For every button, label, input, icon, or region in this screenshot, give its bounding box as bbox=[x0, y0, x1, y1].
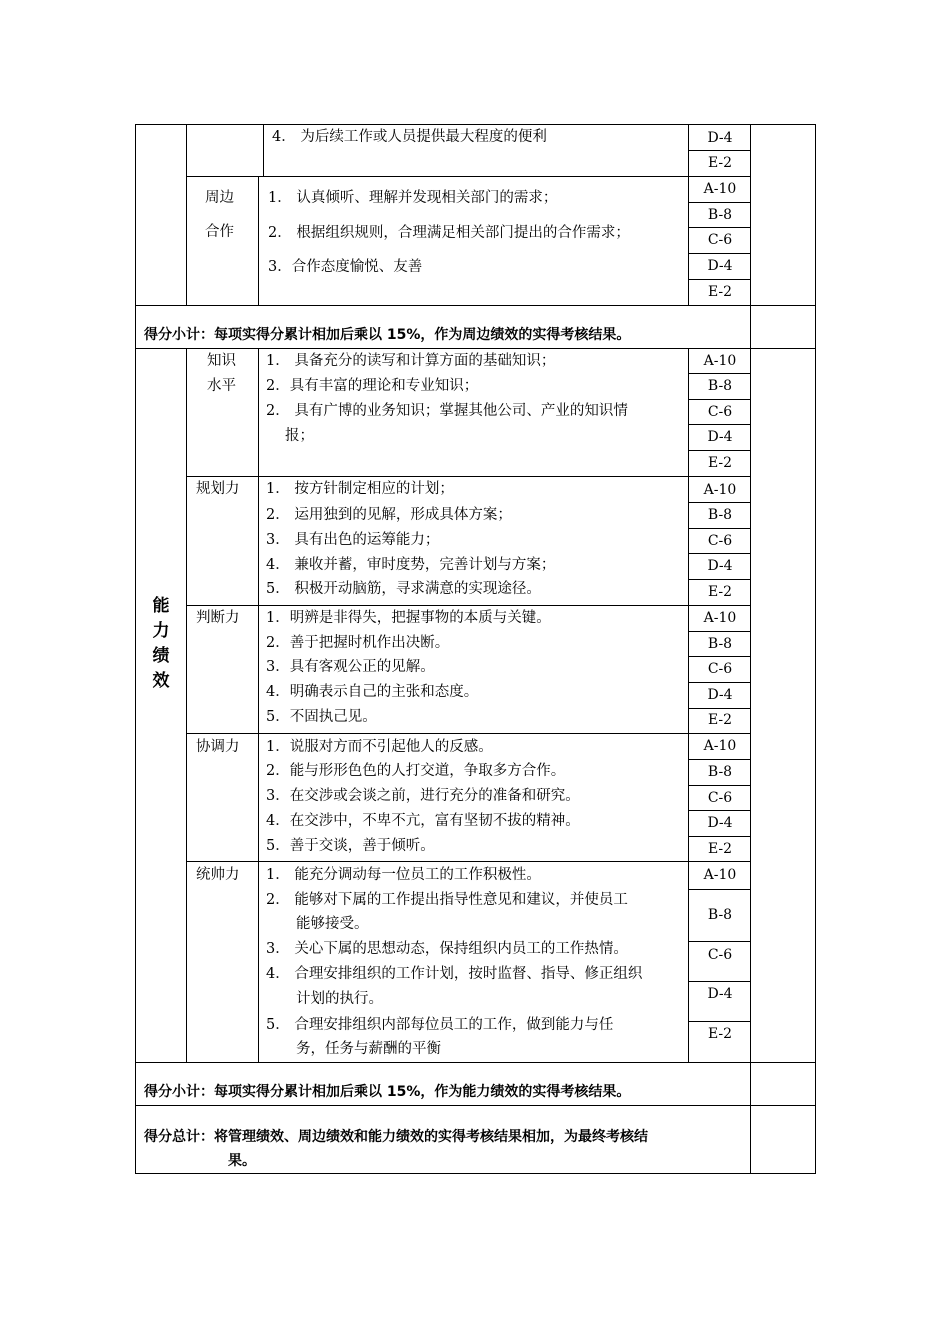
grade-line bbox=[688, 631, 751, 632]
row-line-coordination bbox=[186, 733, 751, 734]
grade-option[interactable]: B-8 bbox=[707, 636, 733, 652]
grade-line bbox=[688, 553, 751, 554]
table-border-top bbox=[135, 124, 816, 125]
grade-option[interactable]: A-10 bbox=[703, 610, 737, 626]
grade-line bbox=[688, 450, 751, 451]
knowledge-label-line1: 知识 bbox=[207, 353, 236, 369]
grade-line bbox=[688, 1021, 751, 1022]
planning-item: 3． 具有出色的运筹能力； bbox=[266, 532, 440, 548]
grade-option[interactable]: C-6 bbox=[707, 661, 733, 677]
grade-option[interactable]: C-6 bbox=[707, 790, 733, 806]
leadership-item: 计划的执行。 bbox=[296, 991, 383, 1007]
grade-line bbox=[688, 202, 751, 203]
grade-option[interactable]: E-2 bbox=[707, 841, 733, 857]
continuation-item-4: 4． 为后续工作或人员提供最大程度的便利 bbox=[272, 129, 547, 145]
grade-option[interactable]: A-10 bbox=[703, 482, 737, 498]
table-border-left bbox=[135, 124, 136, 1174]
judgment-label: 判断力 bbox=[196, 610, 240, 626]
grade-option[interactable]: E-2 bbox=[707, 155, 733, 171]
row-line-subtotal1-top bbox=[135, 305, 816, 306]
grade-option[interactable]: C-6 bbox=[707, 404, 733, 420]
judgment-item: 3．具有客观公正的见解。 bbox=[266, 659, 435, 675]
judgment-item: 5．不固执己见。 bbox=[266, 709, 377, 725]
grade-option[interactable]: E-2 bbox=[707, 584, 733, 600]
coordination-label: 协调力 bbox=[196, 739, 240, 755]
grade-option[interactable]: C-6 bbox=[707, 533, 733, 549]
grade-option[interactable]: D-4 bbox=[707, 558, 733, 574]
row-line-cooperation bbox=[186, 176, 751, 177]
grade-option[interactable]: C-6 bbox=[707, 232, 733, 248]
grade-line bbox=[688, 682, 751, 683]
item-divider-c bbox=[258, 348, 259, 1062]
label-divider-a bbox=[186, 124, 187, 305]
grade-option[interactable]: E-2 bbox=[707, 1026, 733, 1042]
grade-option[interactable]: A-10 bbox=[703, 353, 737, 369]
coordination-item: 4．在交涉中，不卑不亢，富有坚韧不拔的精神。 bbox=[266, 813, 580, 829]
knowledge-label-line2: 水平 bbox=[207, 378, 236, 394]
grade-option[interactable]: D-4 bbox=[707, 815, 733, 831]
grade-option[interactable]: B-8 bbox=[707, 378, 733, 394]
grade-option[interactable]: B-8 bbox=[707, 764, 733, 780]
grade-line bbox=[688, 253, 751, 254]
grade-line bbox=[688, 708, 751, 709]
table-border-right bbox=[815, 124, 816, 1174]
leadership-item: 3． 关心下属的思想动态，保持组织内员工的工作热情。 bbox=[266, 941, 628, 957]
grade-option[interactable]: D-4 bbox=[707, 429, 733, 445]
subtotal-cooperation: 得分小计：每项实得分累计相加后乘以 15%，作为周边绩效的实得考核结果。 bbox=[144, 327, 631, 343]
total-line2: 果。 bbox=[228, 1153, 256, 1169]
planning-item: 2． 运用独到的见解，形成具体方案； bbox=[266, 507, 512, 523]
grade-line bbox=[688, 502, 751, 503]
grade-line bbox=[688, 399, 751, 400]
grade-option[interactable]: B-8 bbox=[707, 907, 733, 923]
grade-line bbox=[688, 279, 751, 280]
item-divider-a bbox=[263, 124, 264, 176]
item-divider-b bbox=[258, 176, 259, 305]
leadership-item: 务，任务与薪酬的平衡 bbox=[296, 1041, 441, 1057]
planning-label: 规划力 bbox=[196, 481, 240, 497]
cooperation-item: 3．合作态度愉悦、友善 bbox=[268, 259, 423, 275]
leadership-item: 能够接受。 bbox=[296, 916, 369, 932]
knowledge-item: 2．具有丰富的理论和专业知识； bbox=[266, 378, 479, 394]
table-border-bottom bbox=[135, 1173, 816, 1174]
grade-line bbox=[688, 227, 751, 228]
planning-item: 4． 兼收并蓄，审时度势，完善计划与方案； bbox=[266, 557, 556, 573]
row-line-leadership bbox=[186, 861, 751, 862]
grade-option[interactable]: D-4 bbox=[707, 130, 733, 146]
grade-line bbox=[688, 785, 751, 786]
leadership-item: 5． 合理安排组织内部每位员工的工作，做到能力与任 bbox=[266, 1017, 614, 1033]
grade-line bbox=[688, 528, 751, 529]
grade-line bbox=[688, 981, 751, 982]
grade-line bbox=[688, 579, 751, 580]
grade-line bbox=[688, 150, 751, 151]
row-line-subtotal2-bottom bbox=[135, 1105, 816, 1106]
knowledge-item: 2． 具有广博的业务知识；掌握其他公司、产业的知识情 bbox=[266, 403, 628, 419]
grade-option[interactable]: A-10 bbox=[703, 738, 737, 754]
judgment-item: 2．善于把握时机作出决断。 bbox=[266, 635, 450, 651]
row-line-subtotal1-bottom bbox=[135, 348, 816, 349]
coordination-item: 3．在交涉或会谈之前，进行充分的准备和研究。 bbox=[266, 788, 580, 804]
grade-option[interactable]: A-10 bbox=[703, 181, 737, 197]
row-line-planning bbox=[186, 476, 751, 477]
grade-line bbox=[688, 424, 751, 425]
cooperation-item: 2． 根据组织规则，合理满足相关部门提出的合作需求； bbox=[268, 225, 630, 241]
ability-category-label: 能力绩效 bbox=[152, 596, 170, 691]
coordination-item: 1．说服对方而不引起他人的反感。 bbox=[266, 739, 493, 755]
planning-item: 1． 按方针制定相应的计划； bbox=[266, 481, 454, 497]
grade-option[interactable]: D-4 bbox=[707, 258, 733, 274]
grade-option[interactable]: E-2 bbox=[707, 712, 733, 728]
grade-option[interactable]: E-2 bbox=[707, 284, 733, 300]
grade-option[interactable]: E-2 bbox=[707, 455, 733, 471]
grade-option[interactable]: D-4 bbox=[707, 986, 733, 1002]
leadership-item: 4． 合理安排组织的工作计划，按时监督、指导、修正组织 bbox=[266, 966, 643, 982]
grade-option[interactable]: A-10 bbox=[703, 867, 737, 883]
cooperation-label-line1: 周边 bbox=[205, 190, 234, 206]
subtotal-ability: 得分小计：每项实得分累计相加后乘以 15%，作为能力绩效的实得考核结果。 bbox=[144, 1084, 631, 1100]
grade-option[interactable]: D-4 bbox=[707, 687, 733, 703]
knowledge-item: 报； bbox=[285, 428, 314, 444]
grade-option[interactable]: C-6 bbox=[707, 947, 733, 963]
label-divider-b bbox=[186, 348, 187, 1062]
grade-line bbox=[688, 810, 751, 811]
total-line1: 得分总计：将管理绩效、周边绩效和能力绩效的实得考核结果相加，为最终考核结 bbox=[144, 1129, 648, 1145]
coordination-item: 5．善于交谈，善于倾听。 bbox=[266, 838, 435, 854]
grade-option[interactable]: B-8 bbox=[707, 207, 733, 223]
grade-line bbox=[688, 889, 751, 890]
grade-line bbox=[688, 941, 751, 942]
coordination-item: 2．能与形形色色的人打交道，争取多方合作。 bbox=[266, 763, 566, 779]
grade-line bbox=[688, 759, 751, 760]
planning-item: 5． 积极开动脑筋，寻求满意的实现途径。 bbox=[266, 581, 541, 597]
leadership-label: 统帅力 bbox=[196, 867, 240, 883]
cooperation-item: 1． 认真倾听、理解并发现相关部门的需求； bbox=[268, 190, 558, 206]
leadership-item: 1． 能充分调动每一位员工的工作积极性。 bbox=[266, 867, 541, 883]
grade-line bbox=[688, 656, 751, 657]
leadership-item: 2． 能够对下属的工作提出指导性意见和建议，并使员工 bbox=[266, 892, 628, 908]
judgment-item: 1．明辨是非得失，把握事物的本质与关键。 bbox=[266, 610, 551, 626]
knowledge-item: 1． 具备充分的读写和计算方面的基础知识； bbox=[266, 353, 556, 369]
judgment-item: 4．明确表示自己的主张和态度。 bbox=[266, 684, 479, 700]
grade-line bbox=[688, 373, 751, 374]
cooperation-label-line2: 合作 bbox=[205, 224, 234, 240]
row-line-subtotal2-top bbox=[135, 1062, 816, 1063]
grade-option[interactable]: B-8 bbox=[707, 507, 733, 523]
row-line-judgment bbox=[186, 605, 751, 606]
grade-line bbox=[688, 836, 751, 837]
